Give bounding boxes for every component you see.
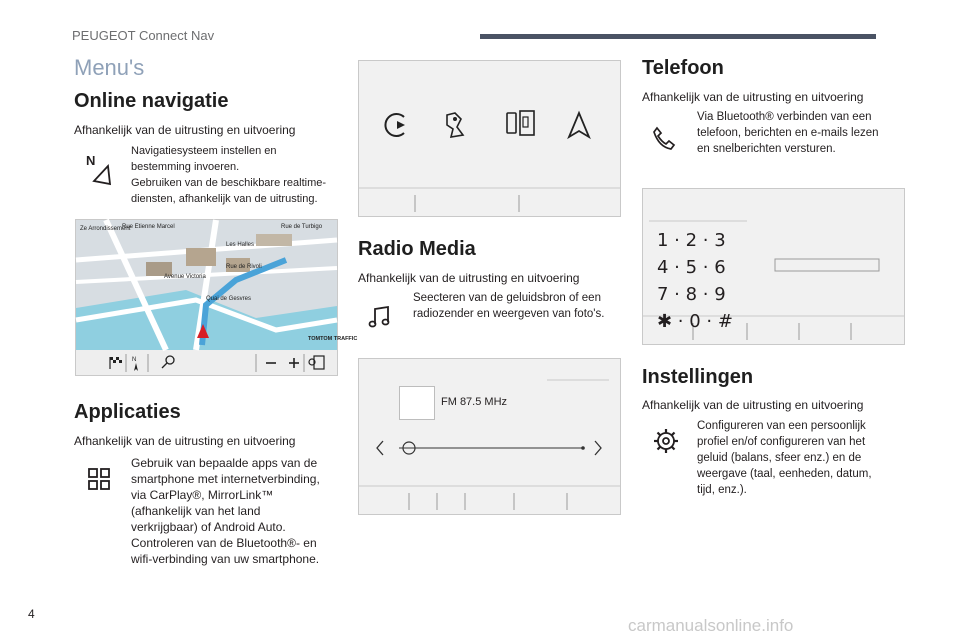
keypad-row[interactable]: ✱ · 0 · # (657, 311, 733, 332)
navigation-arrow-icon (86, 152, 114, 188)
phone-description: Via Bluetooth® verbinden van een telefoon, berichten en e-mails lezen en snelberichten versturen. (697, 111, 879, 155)
section-title-apps: Applicaties (74, 401, 181, 423)
section-title-nav: Online navigatie (74, 90, 229, 112)
page-title: Menu's (74, 55, 145, 80)
settings-availability: Afhankelijk van de uitrusting en uitvoering (642, 398, 864, 412)
music-note-icon (368, 305, 392, 329)
keypad-row[interactable]: 1 · 2 · 3 (657, 230, 726, 251)
radio-screen (358, 358, 621, 515)
keypad-row[interactable]: 4 · 5 · 6 (657, 257, 726, 278)
section-title-radio: Radio Media (358, 238, 476, 260)
applications-screen (358, 60, 621, 217)
phone-screen (642, 188, 905, 345)
svg-text:Rue Etienne Marcel: Rue Etienne Marcel (122, 224, 175, 230)
svg-text:Rue de Turbigo: Rue de Turbigo (281, 224, 323, 230)
apps-grid-icon (87, 467, 111, 491)
section-title-settings: Instellingen (642, 366, 754, 388)
apps-description: Gebruik van bepaalde apps van de smartphone met internetverbinding, via CarPlay®, MirrorLink™ (afhankelijk van het land verkrijgbaar) of Android Auto. Controleren van de Bluetooth®- en wifi-verbinding van uw smartphone. (131, 456, 320, 566)
navigation-toolbar (76, 350, 337, 375)
nav-description: Navigatiesysteem instellen en bestemming invoeren. Gebruiken van de beschikbare realtime- diensten, afhankelijk van de uitrusting. (131, 145, 327, 205)
radio-description: Seecteren van de geluidsbron of een radiozender en weergeven van foto's. (413, 292, 605, 320)
svg-text:Ze Arrondissement: Ze Arrondissement (80, 226, 131, 232)
carplay-icon (385, 114, 405, 136)
phone-handset-icon (651, 125, 677, 151)
peugeot-lion-icon (447, 113, 463, 137)
svg-text:N: N (86, 153, 96, 168)
watermark: carmanualsonline.info (628, 616, 794, 635)
section-title-phone: Telefoon (642, 57, 724, 79)
route-icon (162, 356, 174, 368)
svg-text:Avenue Victoria: Avenue Victoria (164, 274, 206, 280)
android-auto-icon (569, 113, 589, 137)
svg-text:N: N (132, 357, 137, 363)
radio-availability: Afhankelijk van de uitrusting en uitvoering (358, 271, 580, 285)
next-station-icon (595, 441, 601, 455)
svg-text:Quai de Gesvres: Quai de Gesvres (206, 296, 252, 302)
navigation-map (76, 220, 358, 350)
apps-availability: Afhankelijk van de uitrusting en uitvoering (74, 434, 296, 448)
nav-availability: Afhankelijk van de uitrusting en uitvoering (74, 123, 296, 137)
station-frequency: FM 87.5 MHz (441, 396, 508, 408)
map-menu-icon (309, 356, 324, 369)
previous-station-icon (377, 441, 383, 455)
navigation-screen (75, 219, 358, 376)
settings-gear-icon (652, 427, 680, 455)
svg-text:TOMTOM TRAFFIC: TOMTOM TRAFFIC (308, 336, 358, 342)
keypad-row[interactable]: 7 · 8 · 9 (657, 284, 726, 305)
phone-keypad (657, 227, 733, 335)
header-bar (480, 34, 876, 39)
compass-icon (132, 357, 138, 371)
running-header: PEUGEOT Connect Nav (72, 28, 215, 43)
phone-availability: Afhankelijk van de uitrusting en uitvoering (642, 90, 864, 104)
svg-text:Les Halles: Les Halles (226, 242, 255, 248)
checkered-flag-icon (110, 357, 122, 369)
svg-text:Rue de Rivoli: Rue de Rivoli (226, 264, 262, 270)
mirrorlink-icon (507, 111, 534, 135)
page-number: 4 (28, 607, 35, 621)
settings-description: Configureren van een persoonlijk profiel en/of configureren van het geluid (balans, sfeer enz.) en de weergave (taal, eenheden, datum, tijd, enz.). (697, 420, 872, 496)
zoom-in-icon (289, 358, 299, 368)
